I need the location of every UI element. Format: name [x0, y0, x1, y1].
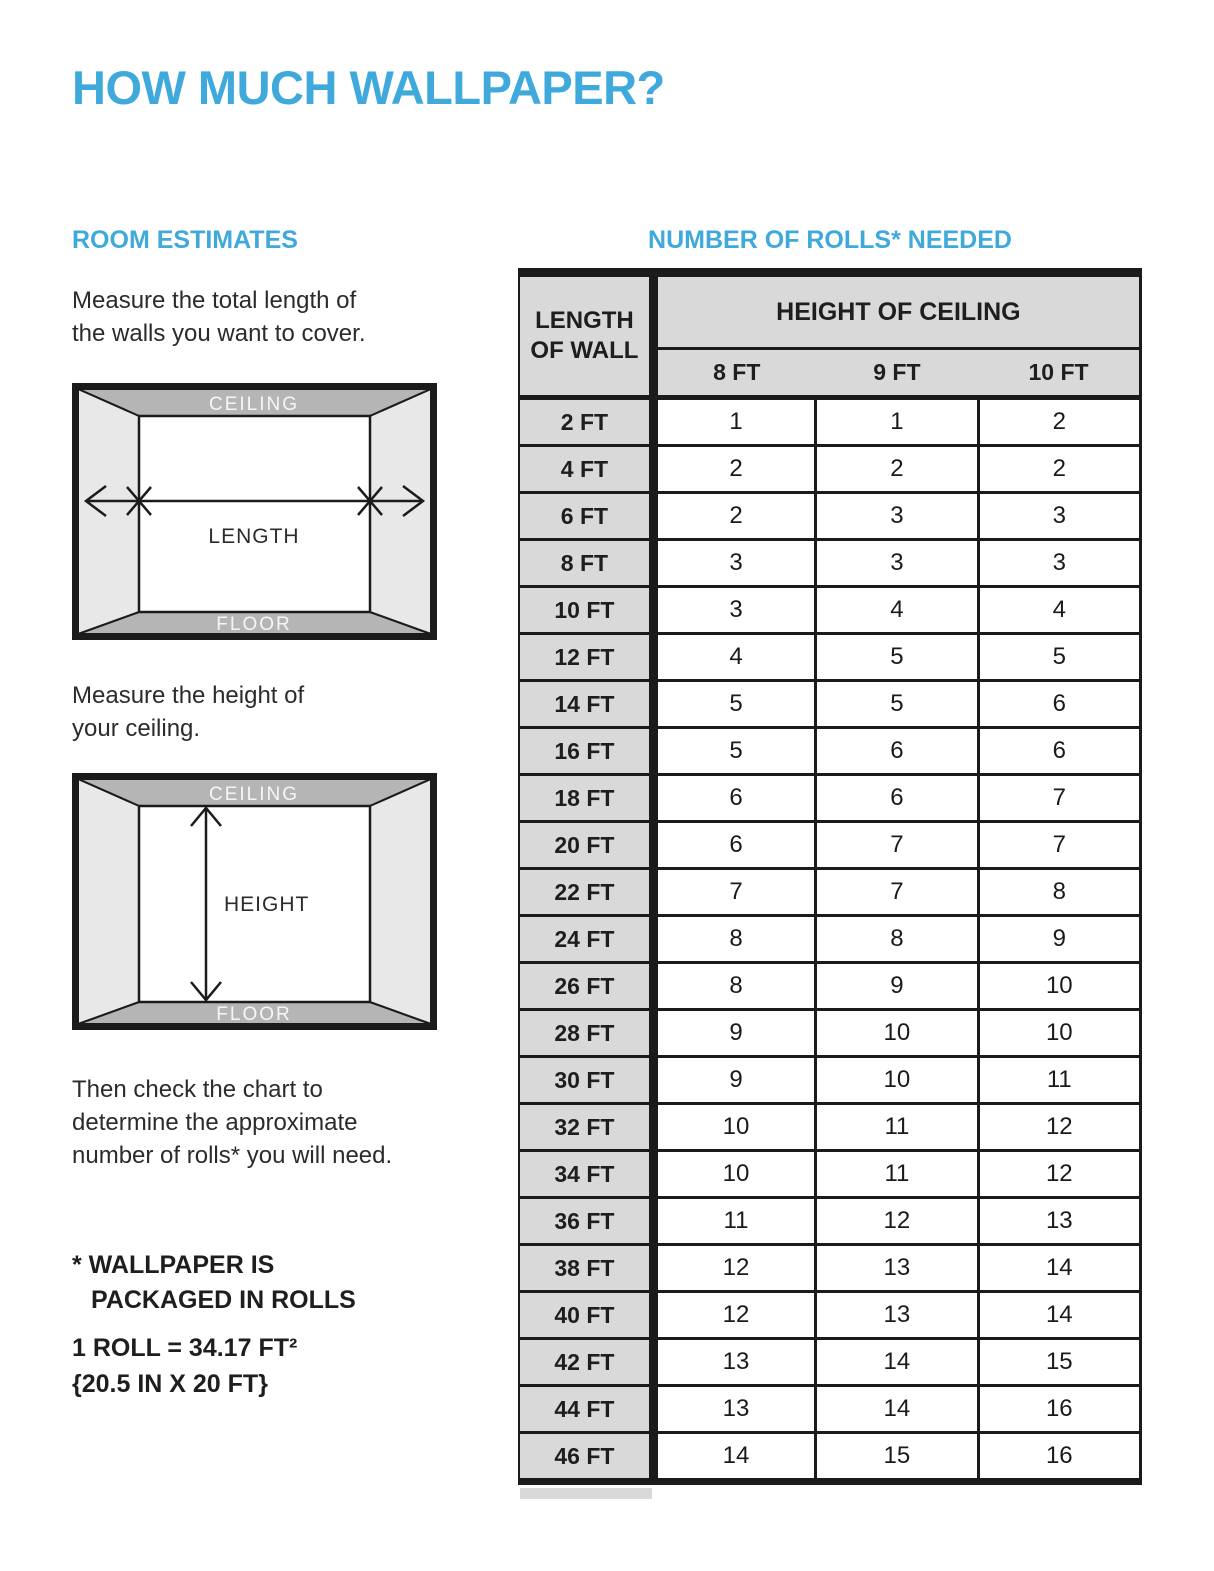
- paragraph-line: determine the approximate: [72, 1109, 358, 1136]
- table-row: [519, 493, 1141, 540]
- ceiling-10ft-header: 10 FT: [978, 349, 1140, 398]
- roll-count-cell: 7: [653, 869, 815, 916]
- roll-count-cell: 12: [978, 1151, 1140, 1198]
- table-row: [519, 1433, 1141, 1482]
- roll-count-cell: 7: [816, 869, 978, 916]
- roll-count-cell: 6: [816, 728, 978, 775]
- roll-count-cell: 12: [816, 1198, 978, 1245]
- table-row: [519, 728, 1141, 775]
- ceiling-label: CEILING: [208, 394, 300, 415]
- wall-length-label: 2 FT: [519, 398, 653, 446]
- floor-label: FLOOR: [216, 614, 292, 635]
- table-row: [519, 1010, 1141, 1057]
- table-row: [519, 775, 1141, 822]
- table-row: [519, 634, 1141, 681]
- roll-count-cell: 9: [816, 963, 978, 1010]
- roll-count-cell: 8: [653, 916, 815, 963]
- roll-count-cell: 4: [978, 587, 1140, 634]
- wall-length-label: 24 FT: [519, 916, 653, 963]
- roll-count-cell: 7: [978, 775, 1140, 822]
- roll-count-cell: 4: [816, 587, 978, 634]
- roll-count-cell: 5: [816, 681, 978, 728]
- roll-count-cell: 10: [653, 1104, 815, 1151]
- measure-height-paragraph: [72, 679, 304, 745]
- roll-count-cell: 7: [816, 822, 978, 869]
- table-row: [519, 869, 1141, 916]
- roll-count-cell: 11: [816, 1104, 978, 1151]
- table-row: [519, 446, 1141, 493]
- paragraph-line: Then check the chart to: [72, 1076, 323, 1103]
- roll-count-cell: 9: [653, 1057, 815, 1104]
- roll-count-cell: 8: [816, 916, 978, 963]
- table-row: [519, 1151, 1141, 1198]
- header-line: OF WALL: [530, 337, 639, 364]
- roll-count-cell: 3: [978, 493, 1140, 540]
- wall-length-label: 32 FT: [519, 1104, 653, 1151]
- roll-count-cell: 9: [653, 1010, 815, 1057]
- right-wall: [370, 779, 431, 1024]
- paragraph-line: number of rolls* you will need.: [72, 1142, 393, 1169]
- wall-length-label: 12 FT: [519, 634, 653, 681]
- wall-length-label: 34 FT: [519, 1151, 653, 1198]
- roll-count-cell: 6: [978, 728, 1140, 775]
- roll-count-cell: 12: [978, 1104, 1140, 1151]
- roll-count-cell: 11: [978, 1057, 1140, 1104]
- roll-count-cell: 16: [978, 1386, 1140, 1433]
- roll-count-cell: 3: [653, 587, 815, 634]
- roll-count-cell: 5: [816, 634, 978, 681]
- ceiling-label: CEILING: [208, 784, 300, 805]
- roll-size-line: 1 ROLL = 34.17 FT²: [72, 1334, 298, 1362]
- room-estimates-heading: ROOM ESTIMATES: [72, 226, 298, 254]
- table-row: [519, 1386, 1141, 1433]
- roll-count-cell: 14: [978, 1245, 1140, 1292]
- roll-count-cell: 11: [653, 1198, 815, 1245]
- wall-length-label: 10 FT: [519, 587, 653, 634]
- back-wall: [139, 416, 370, 612]
- table-row: [519, 398, 1141, 446]
- roll-count-cell: 6: [653, 822, 815, 869]
- wall-length-label: 40 FT: [519, 1292, 653, 1339]
- wall-length-label: 42 FT: [519, 1339, 653, 1386]
- paragraph-line: Measure the height of: [72, 682, 305, 709]
- roll-count-cell: 2: [978, 446, 1140, 493]
- table-row: [519, 1245, 1141, 1292]
- roll-count-cell: 10: [816, 1010, 978, 1057]
- length-dimension-label: LENGTH: [208, 525, 300, 548]
- roll-count-cell: 2: [816, 446, 978, 493]
- wall-length-label: 14 FT: [519, 681, 653, 728]
- roll-count-cell: 12: [653, 1292, 815, 1339]
- roll-count-cell: 1: [653, 398, 815, 446]
- check-chart-paragraph: [72, 1073, 392, 1172]
- roll-count-cell: 8: [653, 963, 815, 1010]
- paragraph-line: Measure the total length of: [72, 287, 357, 314]
- wall-length-label: 30 FT: [519, 1057, 653, 1104]
- measure-length-paragraph: [72, 284, 365, 350]
- roll-count-cell: 15: [816, 1433, 978, 1482]
- table-row: [519, 1198, 1141, 1245]
- wall-length-label: 44 FT: [519, 1386, 653, 1433]
- table-row: [519, 1339, 1141, 1386]
- table-body: [519, 398, 1141, 1482]
- roll-count-cell: 2: [653, 493, 815, 540]
- roll-count-cell: 10: [653, 1151, 815, 1198]
- roll-count-cell: 1: [816, 398, 978, 446]
- paragraph-line: your ceiling.: [72, 715, 201, 742]
- roll-count-cell: 14: [816, 1339, 978, 1386]
- table-row: [519, 681, 1141, 728]
- roll-count-cell: 4: [653, 634, 815, 681]
- wall-length-label: 36 FT: [519, 1198, 653, 1245]
- ceiling-9ft-header: 9 FT: [816, 349, 978, 398]
- paragraph-line: the walls you want to cover.: [72, 320, 366, 347]
- room-length-diagram: [72, 383, 437, 640]
- rolls-needed-table: [518, 268, 1142, 1485]
- left-wall: [78, 779, 139, 1024]
- table-row: [519, 916, 1141, 963]
- roll-count-cell: 13: [816, 1292, 978, 1339]
- wall-length-label: 46 FT: [519, 1433, 653, 1482]
- roll-count-cell: 13: [816, 1245, 978, 1292]
- footnote-line: PACKAGED IN ROLLS: [91, 1286, 356, 1314]
- roll-count-cell: 6: [653, 775, 815, 822]
- roll-count-cell: 6: [978, 681, 1140, 728]
- table-row: [519, 1292, 1141, 1339]
- rolls-needed-heading: NUMBER OF ROLLS* NEEDED: [648, 226, 1012, 254]
- height-dimension-label: HEIGHT: [224, 893, 310, 916]
- roll-count-cell: 2: [978, 398, 1140, 446]
- wall-length-label: 8 FT: [519, 540, 653, 587]
- roll-count-cell: 7: [978, 822, 1140, 869]
- wall-length-label: 18 FT: [519, 775, 653, 822]
- roll-count-cell: 5: [653, 728, 815, 775]
- ceiling-8ft-header: 8 FT: [653, 349, 815, 398]
- roll-count-cell: 10: [978, 1010, 1140, 1057]
- roll-count-cell: 6: [816, 775, 978, 822]
- roll-count-cell: 14: [978, 1292, 1140, 1339]
- roll-count-cell: 3: [816, 540, 978, 587]
- roll-size-line: {20.5 IN X 20 FT}: [72, 1370, 268, 1398]
- roll-count-cell: 3: [978, 540, 1140, 587]
- roll-count-cell: 10: [816, 1057, 978, 1104]
- table-footer-stub: [520, 1488, 652, 1499]
- roll-count-cell: 14: [653, 1433, 815, 1482]
- wall-length-label: 38 FT: [519, 1245, 653, 1292]
- wall-length-label: 26 FT: [519, 963, 653, 1010]
- table-row: [519, 1057, 1141, 1104]
- roll-count-cell: 8: [978, 869, 1140, 916]
- wall-length-label: 22 FT: [519, 869, 653, 916]
- wall-length-label: 28 FT: [519, 1010, 653, 1057]
- roll-count-cell: 3: [816, 493, 978, 540]
- roll-count-cell: 9: [978, 916, 1140, 963]
- footnote-line: * WALLPAPER IS: [72, 1251, 275, 1279]
- room-height-diagram: [72, 773, 437, 1030]
- wall-length-label: 16 FT: [519, 728, 653, 775]
- roll-size-note: [72, 1330, 297, 1402]
- roll-count-cell: 5: [978, 634, 1140, 681]
- roll-count-cell: 12: [653, 1245, 815, 1292]
- height-of-ceiling-header: HEIGHT OF CEILING: [653, 273, 1140, 349]
- roll-count-cell: 11: [816, 1151, 978, 1198]
- header-line: LENGTH: [535, 307, 634, 334]
- table-row: [519, 963, 1141, 1010]
- table-row: [519, 1104, 1141, 1151]
- roll-count-cell: 13: [653, 1386, 815, 1433]
- table-row: [519, 587, 1141, 634]
- rolls-footnote: [72, 1248, 356, 1318]
- roll-count-cell: 16: [978, 1433, 1140, 1482]
- wall-length-label: 4 FT: [519, 446, 653, 493]
- table-row: [519, 540, 1141, 587]
- wall-length-label: 20 FT: [519, 822, 653, 869]
- roll-count-cell: 14: [816, 1386, 978, 1433]
- roll-count-cell: 2: [653, 446, 815, 493]
- roll-count-cell: 3: [653, 540, 815, 587]
- roll-count-cell: 15: [978, 1339, 1140, 1386]
- roll-count-cell: 13: [653, 1339, 815, 1386]
- floor-label: FLOOR: [216, 1004, 292, 1025]
- table-row: [519, 822, 1141, 869]
- length-of-wall-header: [519, 273, 653, 398]
- roll-count-cell: 10: [978, 963, 1140, 1010]
- roll-count-cell: 5: [653, 681, 815, 728]
- roll-count-cell: 13: [978, 1198, 1140, 1245]
- wall-length-label: 6 FT: [519, 493, 653, 540]
- page-title: HOW MUCH WALLPAPER?: [72, 61, 665, 114]
